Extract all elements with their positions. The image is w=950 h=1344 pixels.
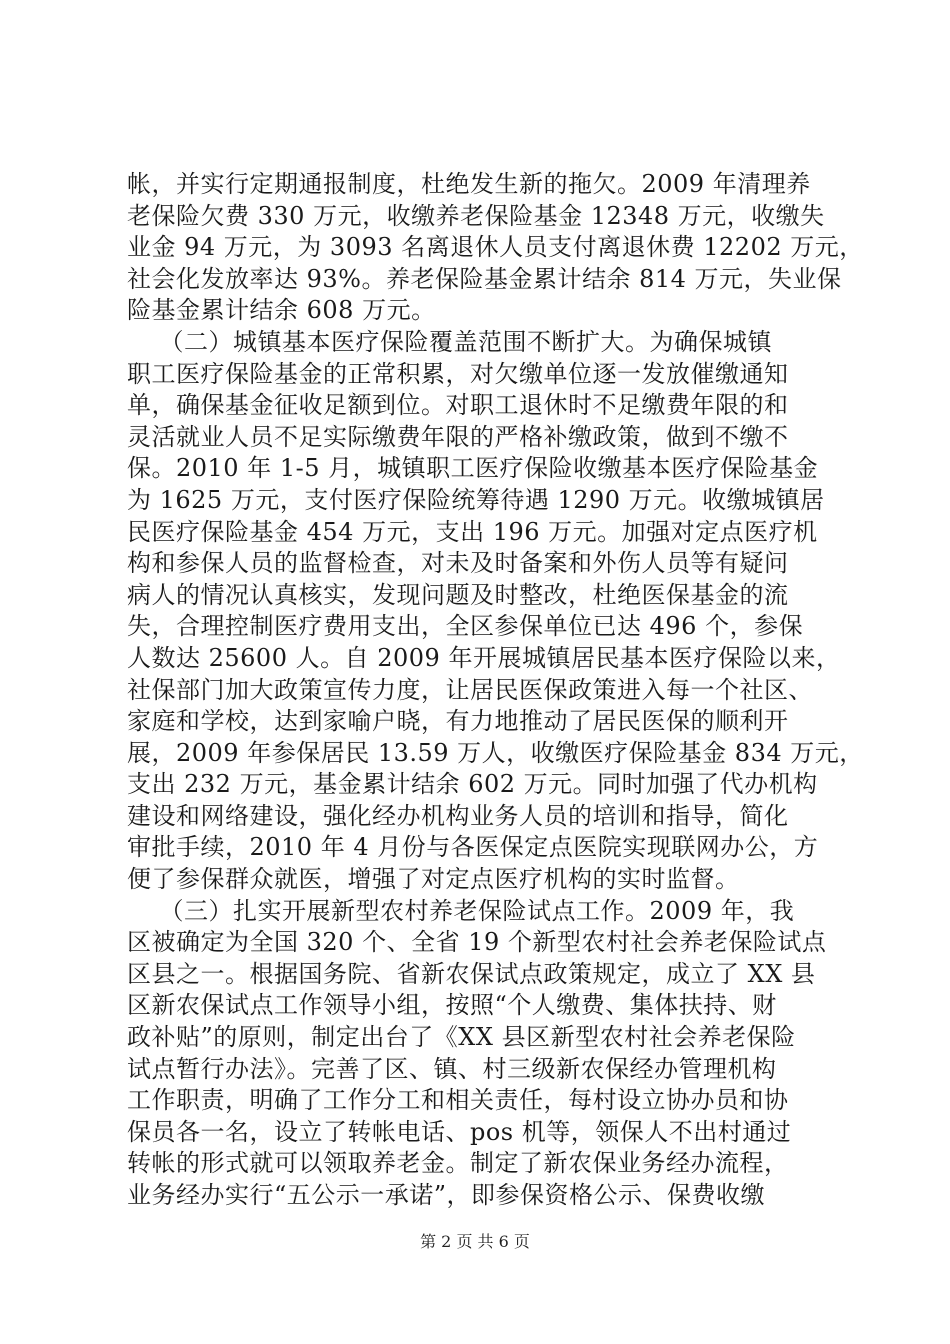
text-line: 社保部门加大政策宣传力度，让居民医保政策进入每一个社区、 — [127, 675, 813, 704]
text-line: 区县之一。根据国务院、省新农保试点政策规定，成立了 XX 县 — [127, 959, 816, 988]
text-line: 为 1625 万元，支付医疗保险统筹待遇 1290 万元。收缴城镇居 — [127, 485, 825, 514]
text-line: 构和参保人员的监督检查，对未及时备案和外伤人员等有疑问 — [127, 549, 789, 578]
text-line: 支出 232 万元，基金累计结余 602 万元。同时加强了代办机构 — [127, 770, 818, 799]
text-line: 灵活就业人员不足实际缴费年限的严格补缴政策，做到不缴不 — [127, 422, 789, 451]
text-line: 工作职责，明确了工作分工和相关责任，每村设立协办员和协 — [127, 1086, 789, 1115]
text-line: 帐，并实行定期通报制度，杜绝发生新的拖欠。2009 年清理养 — [127, 170, 811, 198]
text-line: 人数达 25600 人。自 2009 年开展城镇居民基本医疗保险以来， — [127, 643, 841, 672]
text-line: 区被确定为全国 320 个、全省 19 个新型农村社会养老保险试点 — [127, 928, 827, 957]
page-footer: 第 2 页 共 6 页 — [420, 1232, 530, 1251]
text-line: 政补贴”的原则，制定出台了《XX 县区新型农村社会养老保险 — [127, 1023, 796, 1052]
text-line: 建设和网络建设，强化经办机构业务人员的培训和指导，简化 — [127, 801, 789, 830]
body-text — [127, 169, 864, 1212]
text-line: 家庭和学校，达到家喻户晓，有力地推动了居民医保的顺利开 — [127, 707, 789, 736]
text-line: 失，合理控制医疗费用支出，全区参保单位已达 496 个，参保 — [127, 612, 804, 641]
text-line: 保员各一名，设立了转帐电话、pos 机等，领保人不出村通过 — [127, 1117, 792, 1146]
text-line: 保。2010 年 1-5 月，城镇职工医疗保险收缴基本医疗保险基金 — [127, 454, 819, 483]
text-line: 职工医疗保险基金的正常积累，对欠缴单位逐一发放催缴通知 — [127, 359, 789, 388]
text-line: （三）扎实开展新型农村养老保险试点工作。2009 年，我 — [127, 896, 795, 925]
text-line: （二）城镇基本医疗保险覆盖范围不断扩大。为确保城镇 — [127, 327, 773, 356]
text-line: 单，确保基金征收足额到位。对职工退休时不足缴费年限的和 — [127, 391, 789, 420]
text-line: 社会化发放率达 93%。养老保险基金累计结余 814 万元，失业保 — [127, 264, 842, 293]
text-line: 审批手续，2010 年 4 月份与各医保定点医院实现联网办公，方 — [127, 833, 819, 862]
text-line: 试点暂行办法》。完善了区、镇、村三级新农保经办管理机构 — [127, 1054, 777, 1083]
text-line: 便了参保群众就医，增强了对定点医疗机构的实时监督。 — [127, 865, 740, 894]
text-line: 转帐的形式就可以领取养老金。制定了新农保业务经办流程， — [127, 1149, 789, 1178]
text-line: 区新农保试点工作领导小组，按照“个人缴费、集体扶持、财 — [127, 991, 777, 1020]
text-line: 业务经办实行“五公示一承诺”，即参保资格公示、保费收缴 — [127, 1181, 766, 1209]
text-line: 病人的情况认真核实，发现问题及时整改，杜绝医保基金的流 — [127, 580, 789, 609]
text-line: 展，2009 年参保居民 13.59 万人，收缴医疗保险基金 834 万元， — [127, 738, 864, 767]
text-line: 老保险欠费 330 万元，收缴养老保险基金 12348 万元，收缴失 — [127, 201, 825, 230]
text-line: 险基金累计结余 608 万元。 — [127, 296, 436, 325]
text-line: 民医疗保险基金 454 万元，支出 196 万元。加强对定点医疗机 — [127, 517, 818, 546]
text-line: 业金 94 万元，为 3093 名离退休人员支付离退休费 12202 万元， — [127, 233, 864, 262]
